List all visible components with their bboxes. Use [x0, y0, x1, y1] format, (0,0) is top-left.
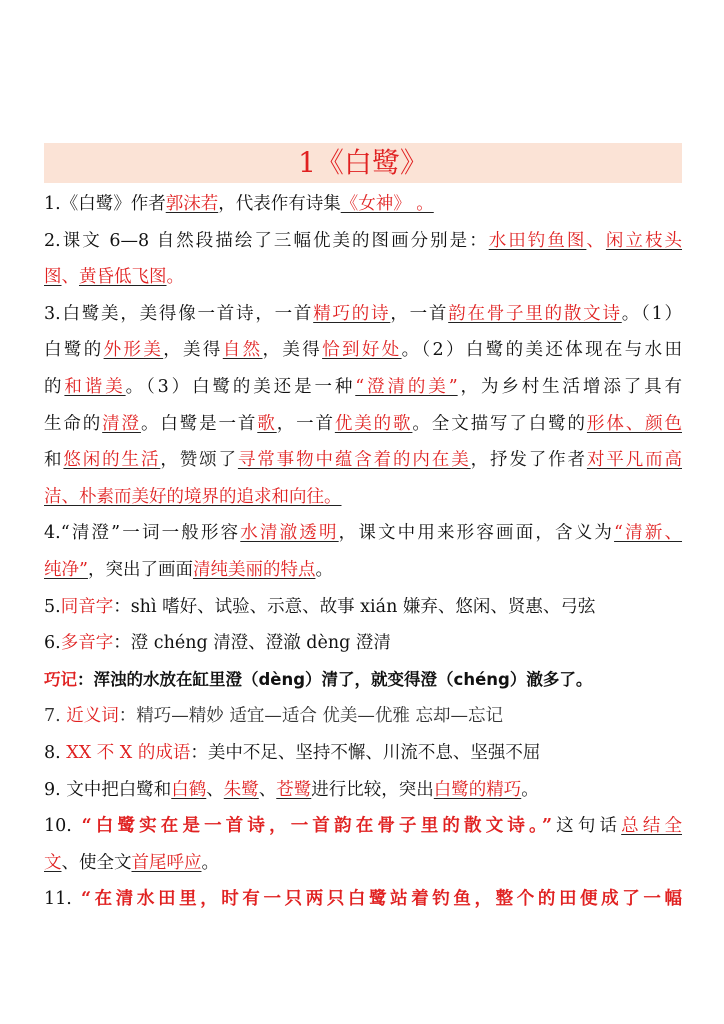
text: 生命的: [44, 413, 103, 434]
answer: 寻常事物中蕴含着的内在美: [237, 450, 471, 471]
text: ：shì 嗜好、试验、示意、故事 xián 嫌弃、悠闲、贤惠、弓弦: [113, 596, 596, 617]
text: 8.: [44, 742, 67, 763]
answer: 朱鹭: [223, 779, 259, 800]
item-10-cont: [44, 845, 682, 882]
text: ，美得: [262, 340, 323, 361]
answer: 白鹭的精巧: [433, 779, 522, 800]
page-title: 1《白鹭》: [44, 143, 682, 183]
label-polyphones: 多音字: [60, 633, 114, 654]
text: 10.: [44, 816, 82, 837]
text: 的: [44, 376, 65, 397]
text: 。（2）白鹭的美还体现在与水田: [401, 340, 683, 361]
answer: 清纯美丽的特点: [192, 559, 316, 580]
answer: 歌: [257, 413, 277, 434]
answer: 和谐美: [64, 376, 126, 397]
text: 。: [201, 852, 219, 873]
text: ，为乡村生活增添了具有: [457, 376, 683, 397]
text: 1.《白鹭》作者: [44, 194, 166, 214]
text: ：精巧—精妙 适宜—适合 优美—优雅 忘却—忘记: [118, 706, 503, 727]
text: ，美得: [163, 340, 223, 361]
text: 、: [258, 779, 277, 800]
item-3-line3: [44, 369, 682, 406]
answer: 水清澈透明: [240, 523, 339, 544]
text: 6.: [44, 633, 61, 654]
text: 5.: [44, 596, 61, 617]
item-6: [44, 625, 682, 662]
item-3-line2: [44, 332, 682, 369]
answer: 图: [44, 267, 62, 288]
answer: “清新、: [614, 523, 683, 544]
text: 进行比较，突出: [311, 779, 434, 800]
text: 白鹭的: [44, 340, 104, 361]
answer: 优美的歌: [334, 413, 413, 434]
text: ，一首: [390, 303, 449, 324]
answer: 恰到好处: [322, 340, 402, 361]
text: 9. 文中把白鹭和: [44, 779, 172, 800]
label-synonyms: 近义词: [66, 706, 119, 727]
text: ：澄 chéng 清澄、澄澈 dèng 澄清: [113, 633, 391, 654]
text: 。（1）: [621, 303, 683, 324]
text: ：浑浊的水放在缸里澄（dèng）清了，就变得澄（chéng）澈多了。: [77, 669, 593, 689]
item-2: [44, 223, 682, 260]
text: 。全文描写了白鹭的: [412, 413, 587, 434]
content: [44, 186, 682, 918]
answer: 闲立枝头: [605, 230, 683, 251]
text: 。: [521, 779, 539, 800]
answer: 水田钓鱼图: [488, 230, 587, 251]
answer-book: 《女神》 。: [340, 194, 434, 214]
item-9: [44, 772, 682, 809]
answer: 文: [44, 852, 62, 873]
text: 、使全文: [61, 852, 132, 873]
answer: “澄清的美”: [355, 376, 458, 397]
label-idioms: XX 不 X 的成语: [66, 742, 191, 763]
text: ，突出了画面: [87, 559, 193, 580]
text: 3.白鹭美，美得像一首诗，一首: [44, 303, 314, 324]
item-10: [44, 808, 682, 845]
text: 。: [315, 559, 333, 580]
label-tip: 巧记: [44, 669, 77, 689]
text: 这句话: [552, 816, 622, 837]
answer: 首尾呼应: [131, 852, 202, 873]
text: ，一首: [276, 413, 335, 434]
label-homophones: 同音字: [60, 596, 114, 617]
text: 2.课文 6—8 自然段描绘了三幅优美的图画分别是：: [44, 230, 489, 251]
text: 。（3）白鹭的美还是一种: [125, 376, 356, 397]
answer: 洁、朴素而美好的境界的追求和向往。: [44, 486, 342, 507]
quote: “白鹭实在是一首诗，一首韵在骨子里的散文诗。”: [81, 816, 553, 837]
item-4: [44, 515, 682, 552]
item-3-line6: [44, 479, 682, 516]
item-3: [44, 296, 682, 333]
item-8: [44, 735, 682, 772]
answer: 形体、颜色: [586, 413, 682, 434]
text: 、: [61, 267, 79, 288]
quote: “在清水田里，时有一只两只白鹭站着钓鱼，整个的田便成了一幅: [81, 889, 682, 910]
answer: 对平凡而高: [586, 450, 682, 471]
text: ，课文中用来形容画面，含义为: [338, 523, 615, 544]
text: 、: [586, 230, 606, 251]
answer: 清澄: [102, 413, 141, 434]
text: ：美中不足、坚持不懈、川流不息、坚强不屈: [190, 742, 541, 763]
answer: 韵在骨子里的散文诗: [448, 303, 622, 324]
answer: 悠闲的生活: [63, 450, 161, 471]
text: 4.“清澄”一词一般形容: [44, 523, 241, 544]
text: 。白鹭是一首: [140, 413, 258, 434]
item-4-cont: [44, 552, 682, 589]
text: 11.: [44, 889, 81, 910]
item-5: [44, 589, 682, 626]
answer: 精巧的诗: [313, 303, 391, 324]
item-1: [44, 186, 682, 223]
answer: 总结全: [621, 816, 682, 837]
text: ，代表作有诗集: [218, 194, 341, 214]
item-11: [44, 881, 682, 918]
item-2-cont: [44, 259, 682, 296]
text: ，赞颂了: [160, 450, 238, 471]
answer: 苍鹭: [276, 779, 312, 800]
text: 。: [166, 267, 184, 288]
item-3-line5: [44, 442, 682, 479]
item-3-line4: [44, 406, 682, 443]
text: 和: [44, 450, 64, 471]
answer: 白鹤: [171, 779, 207, 800]
text: 7.: [44, 706, 67, 727]
answer: 自然: [222, 340, 263, 361]
answer: 外形美: [103, 340, 164, 361]
text: ，抒发了作者: [470, 450, 587, 471]
text: 、: [206, 779, 224, 800]
answer: 黄昏低飞图: [79, 267, 167, 288]
item-7: [44, 698, 682, 735]
answer: 纯净”: [44, 559, 88, 580]
answer-author: 郭沫若: [165, 194, 219, 214]
memory-tip: [44, 662, 682, 699]
